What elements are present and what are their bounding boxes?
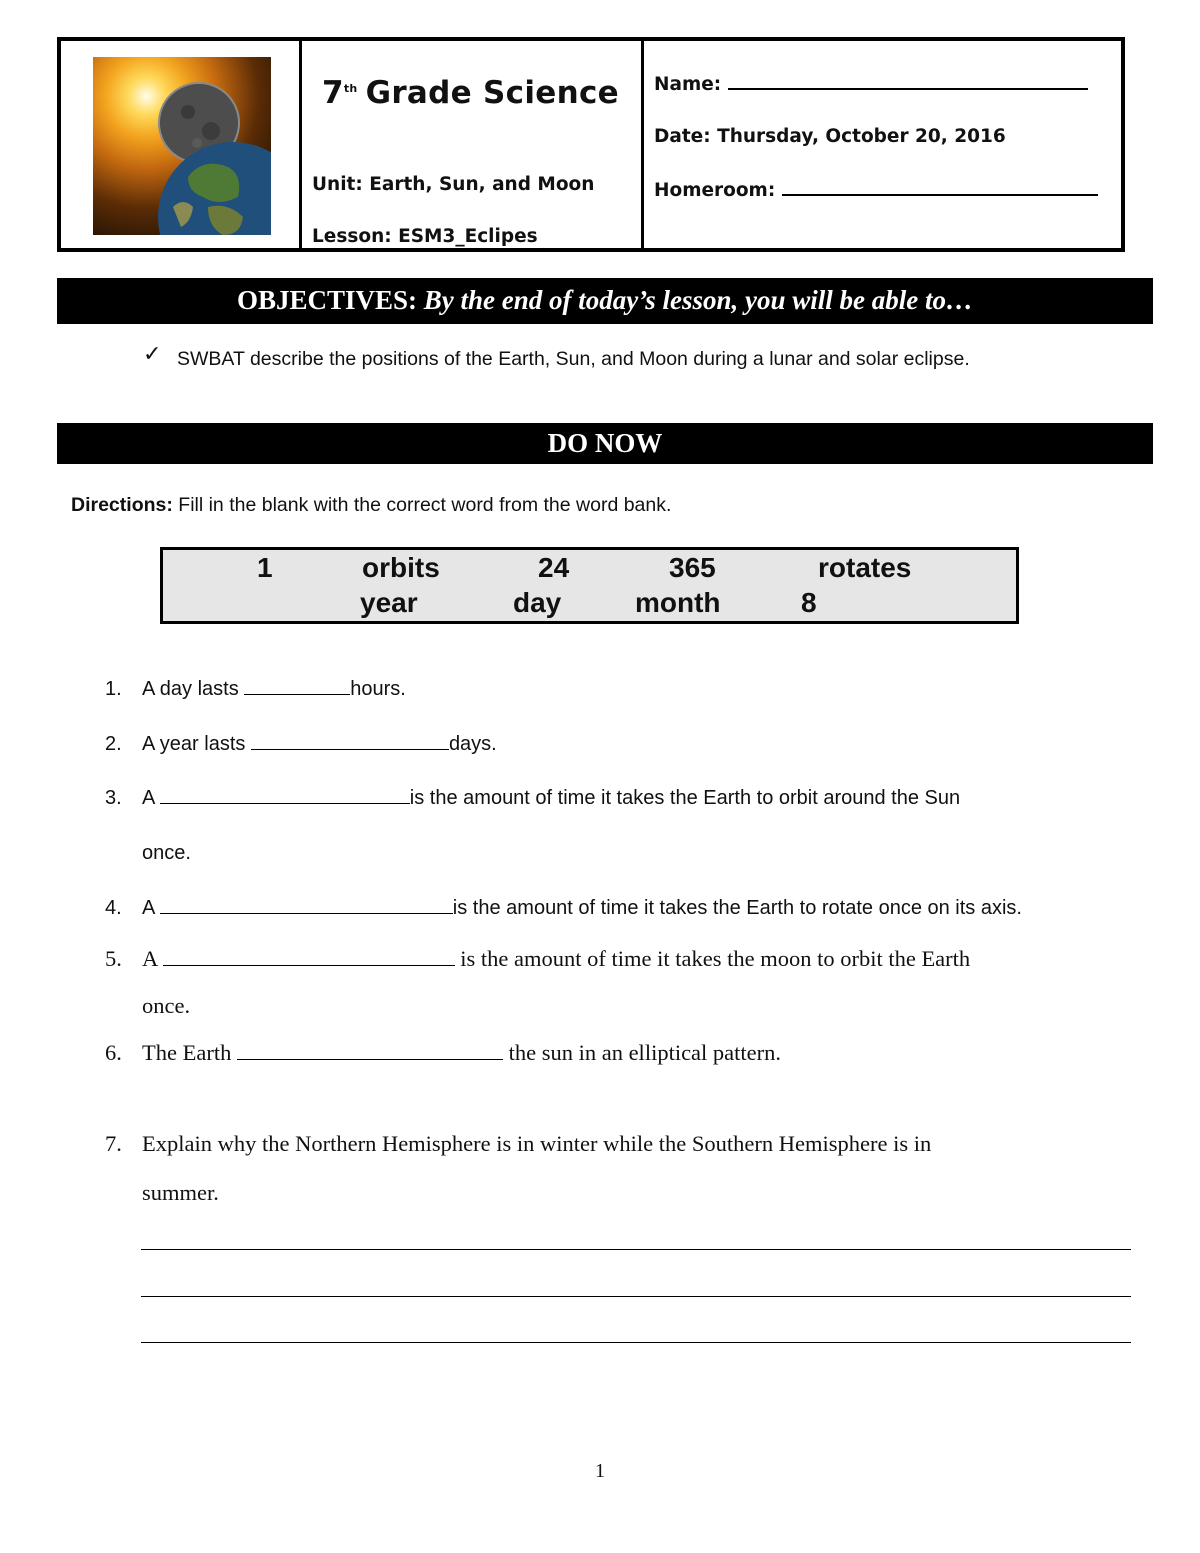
question-number: 4.: [105, 897, 122, 919]
question-number: 1.: [105, 678, 122, 700]
question-number: 3.: [105, 787, 122, 809]
answer-line[interactable]: [141, 1296, 1131, 1297]
question-text: A year lasts days.: [142, 733, 497, 755]
answer-line[interactable]: [141, 1342, 1131, 1343]
directions-label: Directions:: [71, 494, 173, 516]
word-bank-word: day: [513, 587, 562, 618]
answer-blank[interactable]: [160, 899, 453, 914]
word-bank-word: orbits: [362, 552, 440, 583]
question-number: 7.: [105, 1131, 122, 1156]
question-text: Explain why the Northern Hemisphere is in winter while the Southern Hemisphere is in: [142, 1131, 932, 1156]
sun-earth-moon-image: [93, 57, 271, 235]
question-number: 6.: [105, 1040, 122, 1065]
answer-blank[interactable]: [244, 680, 350, 695]
objectives-heading: OBJECTIVES:: [236, 285, 418, 315]
page-number: 1: [595, 1460, 605, 1482]
unit-label: Unit: Earth, Sun, and Moon: [312, 174, 595, 195]
objectives-banner: [57, 278, 1153, 324]
objective-text: SWBAT describe the positions of the Earth, Sun, and Moon during a lunar and solar eclipse.: [177, 348, 970, 370]
question-text: A is the amount of time it takes the Earth to rotate once on its axis.: [142, 897, 1022, 919]
homeroom-label: Homeroom:: [654, 180, 776, 201]
word-bank-word: rotates: [818, 552, 912, 583]
word-bank-word: 365: [669, 552, 716, 583]
word-bank-word: 24: [538, 552, 570, 583]
check-icon: ✓: [143, 342, 162, 367]
directions-text: Fill in the blank with the correct word from the word bank.: [172, 494, 672, 516]
question-number: 2.: [105, 733, 122, 755]
answer-blank[interactable]: [251, 735, 449, 750]
date-label: Date: Thursday, October 20, 2016: [654, 126, 1006, 147]
answer-blank[interactable]: [237, 1045, 503, 1060]
name-line[interactable]: [728, 86, 1088, 90]
header-info-cell: [644, 41, 1121, 248]
question-text: A is the amount of time it takes the moon to orbit the Earth: [142, 946, 971, 971]
answer-blank[interactable]: [160, 789, 410, 804]
lesson-label: Lesson: ESM3_Eclipes: [312, 226, 538, 247]
name-label: Name:: [654, 74, 722, 95]
question-text: A day lasts hours.: [142, 678, 406, 700]
answer-blank[interactable]: [163, 951, 455, 966]
header-title-cell: [302, 41, 644, 248]
header-image-cell: [61, 41, 302, 248]
word-bank-word: month: [635, 587, 721, 618]
directions: [71, 494, 671, 517]
question-3-continued: once.: [142, 842, 191, 864]
word-bank-word: 8: [801, 587, 817, 618]
word-bank: [160, 547, 1019, 624]
header-table: [57, 37, 1125, 252]
question-7-continued: summer.: [142, 1180, 219, 1205]
name-field[interactable]: [654, 74, 1088, 95]
question-5-continued: once.: [142, 993, 191, 1018]
question-text: A is the amount of time it takes the Earth to orbit around the Sun: [142, 787, 961, 809]
do-now-banner: DO NOW: [57, 423, 1153, 464]
question-text: The Earth the sun in an elliptical pattern.: [142, 1040, 782, 1065]
word-bank-word: 1: [257, 552, 273, 583]
page-title: 7th Grade Science: [322, 75, 619, 111]
homeroom-line[interactable]: [782, 192, 1098, 196]
question-number: 5.: [105, 946, 122, 971]
word-bank-word: year: [360, 587, 418, 618]
homeroom-field[interactable]: [654, 180, 1098, 201]
answer-line[interactable]: [141, 1249, 1131, 1250]
objectives-subheading: By the end of today’s lesson, you will be able to…: [423, 285, 974, 315]
